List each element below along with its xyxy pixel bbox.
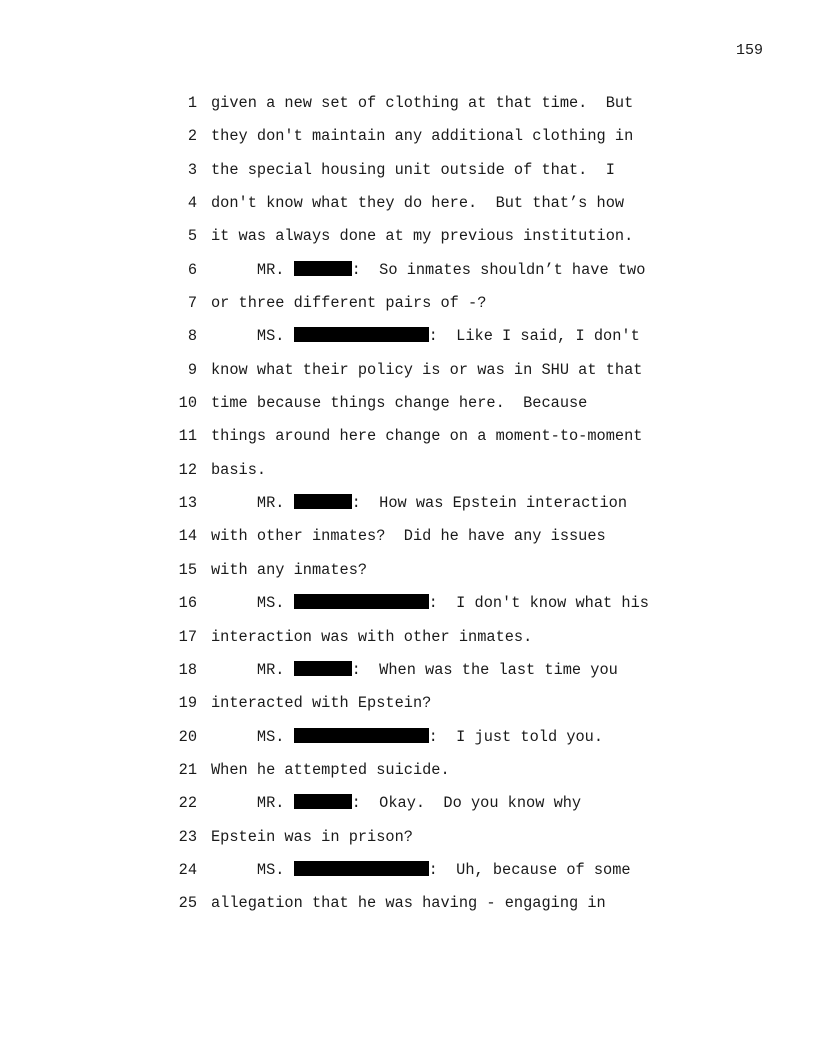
line-text-segment: MR.	[211, 794, 294, 813]
line-text	[211, 361, 642, 379]
redaction-box	[294, 728, 429, 743]
line-text	[211, 761, 450, 779]
transcript-line	[0, 259, 816, 292]
line-number: 21	[178, 760, 197, 779]
transcript-line	[0, 192, 816, 225]
line-text-segment: : So inmates shouldn’t have two	[351, 260, 646, 279]
line-number: 14	[178, 527, 197, 546]
transcript-line	[0, 159, 816, 192]
line-number: 2	[187, 127, 197, 146]
line-number: 15	[178, 560, 197, 579]
transcript-line	[0, 659, 816, 692]
redaction-box	[294, 594, 429, 609]
line-text-segment: time because things change here. Because	[211, 394, 588, 413]
line-text	[211, 527, 606, 545]
transcript-line	[0, 592, 816, 625]
redaction-box	[294, 661, 352, 676]
line-text-segment: : Uh, because of some	[428, 860, 631, 879]
line-number: 9	[187, 360, 197, 379]
line-text-segment: MR.	[211, 660, 294, 679]
line-text-segment: MR.	[211, 260, 294, 279]
line-text	[211, 161, 615, 179]
line-text-segment: basis.	[211, 460, 267, 479]
line-number: 24	[178, 860, 197, 879]
line-text-segment: don't know what they do here. But that’s how	[211, 194, 625, 213]
line-text-segment: interaction was with other inmates.	[211, 627, 533, 646]
line-text-segment: allegation that he was having - engaging in	[211, 894, 606, 913]
transcript-line	[0, 859, 816, 892]
line-text	[211, 894, 606, 912]
transcript-line	[0, 726, 816, 759]
transcript-line	[0, 626, 816, 659]
line-text	[211, 427, 642, 445]
transcript-line	[0, 425, 816, 458]
line-text-segment: Epstein was in prison?	[211, 827, 413, 846]
line-text-segment: interacted with Epstein?	[211, 694, 432, 713]
line-text-segment: with other inmates? Did he have any issues	[211, 527, 606, 546]
redaction-box	[294, 794, 352, 809]
line-text	[211, 127, 633, 145]
line-number: 23	[178, 827, 197, 846]
transcript-line	[0, 225, 816, 258]
line-text-segment: When he attempted suicide.	[211, 760, 450, 779]
line-number: 4	[187, 194, 197, 213]
transcript-line	[0, 392, 816, 425]
line-number: 7	[187, 294, 197, 313]
transcript-line	[0, 92, 816, 125]
line-text-segment: given a new set of clothing at that time. But	[211, 94, 634, 112]
line-text	[211, 828, 413, 846]
line-text	[211, 628, 532, 646]
line-number: 8	[187, 327, 197, 346]
line-number: 10	[178, 394, 197, 413]
transcript-body	[0, 92, 816, 926]
line-text-segment: things around here change on a moment-to-moment	[211, 427, 643, 446]
line-number: 18	[178, 660, 197, 679]
redaction-box	[294, 494, 352, 509]
line-number: 1	[187, 94, 197, 112]
redaction-box	[294, 327, 429, 342]
line-number: 11	[178, 427, 197, 446]
transcript-line	[0, 325, 816, 358]
line-text-segment: : When was the last time you	[351, 660, 618, 679]
line-text-segment: : Okay. Do you know why	[351, 794, 582, 813]
line-text-segment: : Like I said, I don't	[428, 327, 640, 346]
line-text	[211, 661, 618, 679]
line-text	[211, 794, 581, 812]
line-number: 20	[178, 727, 197, 746]
line-number: 17	[178, 627, 197, 646]
line-text	[211, 294, 486, 312]
line-text-segment: it was always done at my previous institution.	[211, 227, 634, 246]
line-text-segment: MS.	[211, 860, 294, 879]
line-text	[211, 394, 587, 412]
transcript-line	[0, 359, 816, 392]
line-number: 13	[178, 494, 197, 513]
line-text	[211, 494, 627, 512]
transcript-line	[0, 826, 816, 859]
line-text	[211, 861, 631, 879]
transcript-line	[0, 559, 816, 592]
line-text	[211, 461, 266, 479]
line-text	[211, 327, 640, 345]
line-text	[211, 194, 624, 212]
line-text	[211, 561, 367, 579]
line-text	[211, 594, 649, 612]
line-text-segment: : I don't know what his	[428, 594, 649, 613]
line-number: 6	[187, 260, 197, 279]
line-number: 22	[178, 794, 197, 813]
line-text	[211, 261, 645, 279]
transcript-line	[0, 125, 816, 158]
line-number: 25	[178, 894, 197, 913]
line-text	[211, 728, 603, 746]
line-text	[211, 94, 633, 112]
line-text-segment: MS.	[211, 594, 294, 613]
transcript-line	[0, 792, 816, 825]
line-text-segment: : I just told you.	[428, 727, 604, 746]
line-text	[211, 694, 431, 712]
line-number: 5	[187, 227, 197, 246]
transcript-line	[0, 292, 816, 325]
transcript-line	[0, 759, 816, 792]
line-text	[211, 227, 633, 245]
line-text-segment: MS.	[211, 327, 294, 346]
redaction-box	[294, 261, 352, 276]
transcript-line	[0, 525, 816, 558]
line-text-segment: : How was Epstein interaction	[351, 494, 628, 513]
line-number: 19	[178, 694, 197, 713]
transcript-line	[0, 492, 816, 525]
line-number: 12	[178, 460, 197, 479]
line-text-segment: MS.	[211, 727, 294, 746]
line-text-segment: the special housing unit outside of that. I	[211, 160, 615, 179]
transcript-line	[0, 692, 816, 725]
line-number: 16	[178, 594, 197, 613]
line-text-segment: or three different pairs of -?	[211, 294, 487, 313]
redaction-box	[294, 861, 429, 876]
line-text-segment: know what their policy is or was in SHU at that	[211, 360, 643, 379]
line-text-segment: they don't maintain any additional clothing in	[211, 127, 634, 146]
transcript-line	[0, 459, 816, 492]
line-text-segment: MR.	[211, 494, 294, 513]
line-text-segment: with any inmates?	[211, 560, 368, 579]
transcript-line	[0, 892, 816, 925]
line-number: 3	[187, 160, 197, 179]
page-number: 159	[735, 42, 763, 59]
